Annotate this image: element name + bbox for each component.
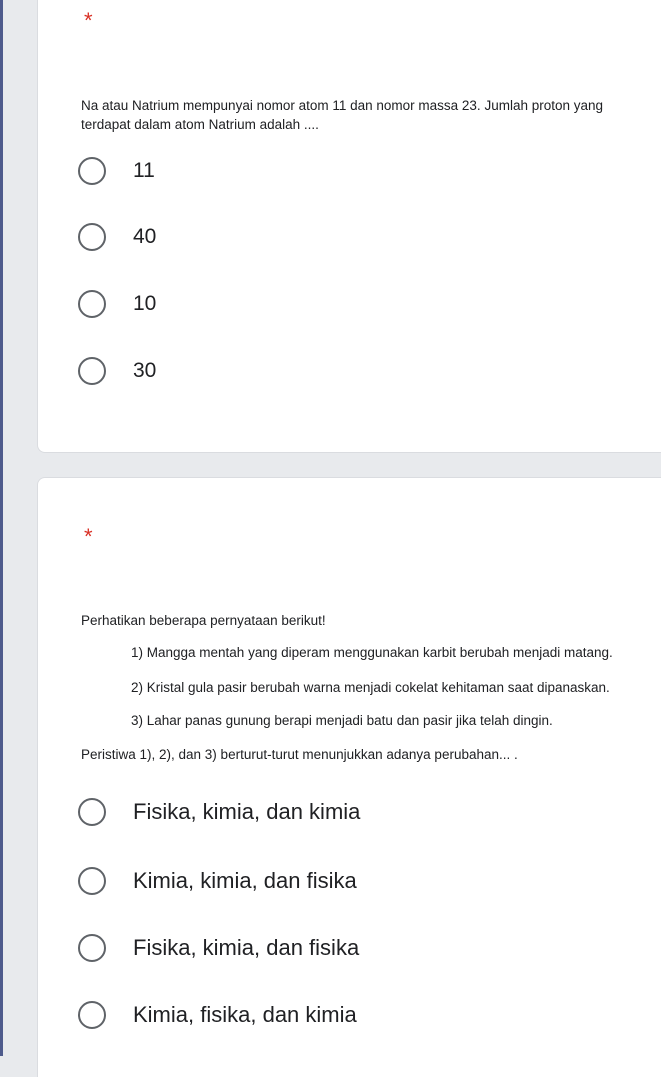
left-accent-strip	[0, 0, 3, 1056]
option-fisika-kimia-fisika[interactable]	[78, 934, 359, 962]
option-label: Kimia, fisika, dan kimia	[133, 1002, 357, 1027]
question-intro: Perhatikan beberapa pernyataan berikut!	[81, 613, 326, 628]
question-card-2	[37, 477, 661, 1077]
option-10[interactable]	[78, 290, 156, 318]
required-marker: *	[84, 524, 93, 549]
question-card-1	[37, 0, 661, 453]
statement-2: 2) Kristal gula pasir berubah warna menjadi cokelat kehitaman saat dipanaskan.	[131, 680, 610, 695]
required-marker: *	[84, 8, 93, 33]
option-fisika-kimia-kimia[interactable]	[78, 798, 360, 826]
radio-button[interactable]	[78, 934, 106, 962]
option-kimia-kimia-fisika[interactable]	[78, 867, 357, 895]
option-40[interactable]	[78, 223, 156, 251]
question-prompt: Peristiwa 1), 2), dan 3) berturut-turut menunjukkan adanya perubahan... .	[81, 747, 518, 762]
option-30[interactable]	[78, 357, 156, 385]
option-label: 40	[133, 225, 157, 248]
option-kimia-fisika-kimia[interactable]	[78, 1001, 357, 1029]
radio-button[interactable]	[78, 357, 106, 385]
statement-3: 3) Lahar panas gunung berapi menjadi batu dan pasir jika telah dingin.	[131, 713, 553, 728]
option-label: 30	[133, 359, 157, 382]
option-11[interactable]	[78, 157, 155, 185]
option-label: Fisika, kimia, dan fisika	[133, 935, 360, 960]
radio-button[interactable]	[78, 1001, 106, 1029]
radio-button[interactable]	[78, 798, 106, 826]
statement-1: 1) Mangga mentah yang diperam menggunakan karbit berubah menjadi matang.	[131, 645, 613, 660]
radio-button[interactable]	[78, 290, 106, 318]
radio-button[interactable]	[78, 867, 106, 895]
option-label: Kimia, kimia, dan fisika	[133, 868, 357, 893]
radio-button[interactable]	[78, 223, 106, 251]
option-label: 11	[133, 159, 155, 182]
question-text: Na atau Natrium mempunyai nomor atom 11 dan nomor massa 23. Jumlah proton yang terdapat dalam atom Natrium adalah ....	[81, 98, 604, 132]
option-label: 10	[133, 292, 157, 315]
option-label: Fisika, kimia, dan kimia	[133, 799, 361, 824]
radio-button[interactable]	[78, 157, 106, 185]
